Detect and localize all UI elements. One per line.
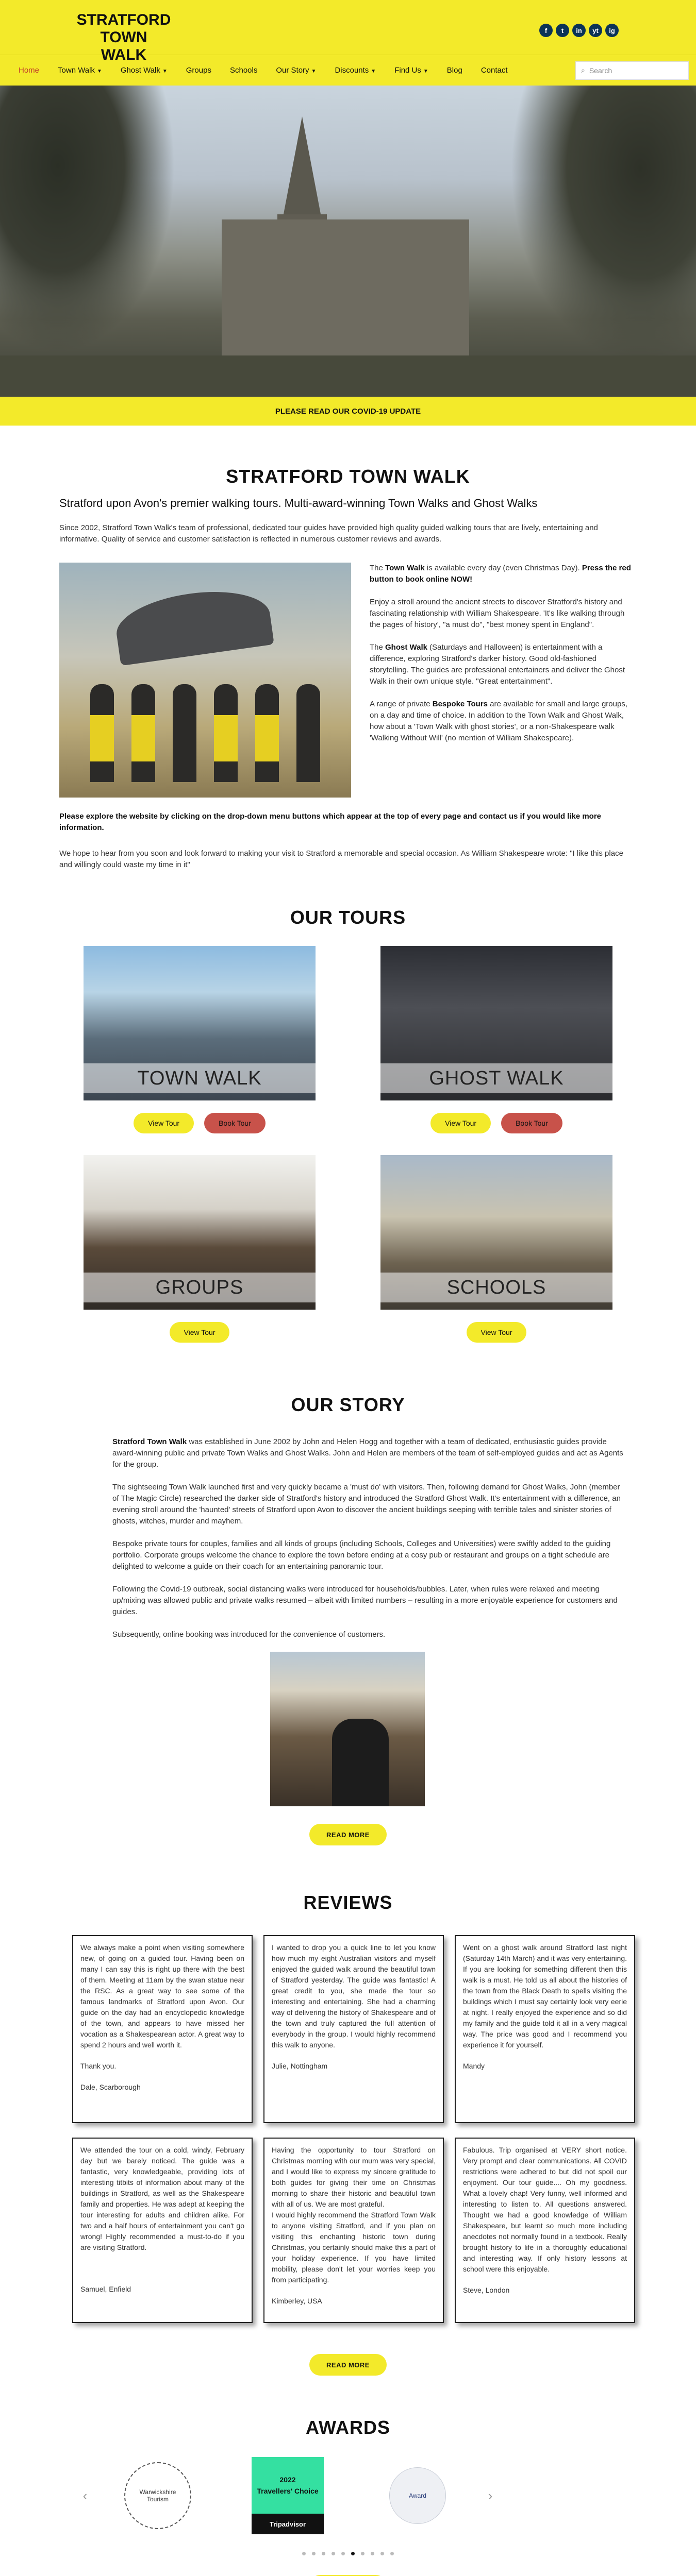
search-icon: ⌕ — [581, 66, 585, 74]
review-text: We attended the tour on a cold, windy, February day but we barely noticed. The guide was a fantastic, very knowledgeable, providing lots of interesting titbits of information about many of the buildings in Stratford, as well as the Shakespeare family and properties. He was adept at keeping the tour interesting for adults and children alike. For two and a half hours of entertainment you can't go wrong! Highly recommended a must-to-do if you are visiting Stratford. — [80, 2146, 244, 2251]
tour-card-label: GROUPS — [84, 1273, 316, 1302]
nav-find-us[interactable]: Find Us ▼ — [394, 66, 428, 75]
view-tour-button[interactable]: View Tour — [134, 1113, 194, 1133]
tour-schools — [380, 1155, 612, 1364]
review-thanks: Thank you. — [80, 2062, 117, 2070]
story-text — [112, 1436, 628, 1640]
ghost-walk-paragraph: The Ghost Walk (Saturdays and Halloween) is entertainment with a difference, exploring Stratford's darker history. Good old-fashioned storytelling. The guides are professional entertainers and deliver the Ghost Walk in their own unique style. "Great entertainment". — [370, 643, 625, 686]
linkedin-icon[interactable]: in — [572, 24, 586, 37]
carousel-dot[interactable] — [371, 2552, 374, 2555]
tour-grid — [84, 946, 696, 1364]
awards-title: AWARDS — [305, 2417, 390, 2438]
review-card — [72, 2138, 253, 2323]
tour-buttons — [380, 1113, 612, 1133]
review-card — [455, 1935, 635, 2123]
nav-home[interactable]: Home — [19, 66, 40, 75]
review-author: Dale, Scarborough — [80, 2083, 141, 2091]
chevron-down-icon: ▼ — [162, 69, 168, 74]
social-links — [539, 24, 619, 37]
story-read-more-button[interactable]: READ MORE — [309, 1824, 387, 1845]
tourism-award-badge: Warwickshire Tourism — [124, 2462, 191, 2529]
carousel-prev-icon[interactable]: ‹ — [82, 2487, 88, 2503]
tour-buttons — [380, 1322, 612, 1343]
carousel-next-icon[interactable]: › — [488, 2487, 493, 2503]
view-tour-button[interactable]: View Tour — [467, 1322, 527, 1343]
tour-card-image[interactable] — [84, 946, 316, 1100]
photo-guide — [332, 1719, 389, 1806]
award-item — [379, 2457, 456, 2534]
reviews-read-more-button[interactable]: READ MORE — [309, 2354, 387, 2376]
award-item — [249, 2457, 326, 2534]
review-grid — [72, 1935, 696, 2323]
story-paragraph: The sightseeing Town Walk launched first and very quickly became a 'must do' with visitors. Then, following demand for Ghost Walks, John (member of The Magic Circle) researched the darker side of Stratford's history and introduced the Stratford Ghost Walk. It's entertainment with a difference, an evening stroll around the 'haunted' streets of Stratford upon Avon to discover the ancient buildings seeping with terrible tales and sinister stories of ghosts, witches, murder and mayhem. — [112, 1483, 621, 1526]
review-text: We always make a point when visiting somewhere new, of going on a guided tour. Having been on many I can say this is right up there with the best of them. Meeting at 11am by the swan statue near the RSC. As a great way to see some of the famous landmarks of Stratford upon Avon. Our guide on the day had an encyclopedic knowledge of the town, and appears to have missed her vocation as a Shakespearean actor. A great way to spend 2 hours and well worth it. — [80, 1943, 244, 2049]
tour-town-walk — [84, 946, 316, 1155]
hero-image — [0, 86, 696, 397]
intro-title: STRATFORD TOWN WALK — [226, 466, 470, 487]
review-card — [263, 1935, 444, 2123]
story-paragraph: Subsequently, online booking was introduced for the convenience of customers. — [112, 1630, 386, 1639]
instagram-icon[interactable]: ig — [605, 24, 619, 37]
nav-town-walk[interactable]: Town Walk ▼ — [58, 66, 102, 75]
tour-card-label: TOWN WALK — [84, 1063, 316, 1093]
tour-buttons — [84, 1113, 316, 1133]
search-placeholder: Search — [589, 66, 612, 75]
story-paragraph: Bespoke private tours for couples, families and all kinds of groups (including Schools, Colleges and Universities) were swiftly added to the guiding portfolio. Corporate groups welcome the chance to explore the town before ending at a cosy pub or restaurant and groups on a tight schedule are delighted to welcome a guide on their coach for an entertaining panoramic tour. — [112, 1539, 611, 1571]
tour-card-image[interactable] — [380, 946, 612, 1100]
tours-title: OUR TOURS — [290, 907, 406, 928]
chevron-down-icon: ▼ — [311, 69, 317, 74]
intro-text — [370, 563, 637, 798]
story-photo — [270, 1652, 425, 1806]
nav-ghost-walk[interactable]: Ghost Walk ▼ — [120, 66, 168, 75]
intro-closing: We hope to hear from you soon and look forward to making your visit to Stratford a memorable and special occasion. As William Shakespeare wrote: "I like this place and willingly could waste my time in it" — [59, 849, 623, 869]
review-text: Went on a ghost walk around Stratford last night (Saturday 14th March) and it was very entertaining. If you are looking for something different then this walk is a must. He told us all about the histories of the town from the Black Death to spells visiting the buildings which I must say certainly look very eerie at night. I really enjoyed the experience and so did my family and the guide told it all in a very magical way. The price was good and I recommend you experience it for yourself. — [463, 1943, 627, 2049]
tour-card-image[interactable] — [84, 1155, 316, 1310]
view-tour-button[interactable]: View Tour — [170, 1322, 230, 1343]
chevron-down-icon: ▼ — [423, 69, 428, 74]
carousel-dot[interactable] — [380, 2552, 384, 2555]
carousel-dot[interactable] — [312, 2552, 316, 2555]
review-card — [72, 1935, 253, 2123]
brand-line-1: STRATFORD TOWN — [76, 11, 171, 46]
photo-person — [296, 684, 320, 782]
photo-coat — [214, 715, 238, 761]
carousel-dot[interactable] — [361, 2552, 364, 2555]
nav-blog[interactable]: Blog — [446, 66, 462, 75]
book-tour-button[interactable]: Book Tour — [501, 1113, 562, 1133]
review-author: Steve, London — [463, 2286, 510, 2294]
twitter-icon[interactable]: t — [556, 24, 569, 37]
tour-ghost-walk — [380, 946, 612, 1155]
review-author: Kimberley, USA — [272, 2297, 322, 2305]
hero-church-spire — [283, 116, 322, 219]
tour-card-image[interactable] — [380, 1155, 612, 1310]
photo-person — [173, 684, 196, 782]
photo-sculpture — [112, 583, 274, 666]
review-author: Samuel, Enfield — [80, 2285, 131, 2293]
facebook-icon[interactable]: f — [539, 24, 553, 37]
carousel-dot[interactable] — [351, 2552, 355, 2555]
nav-our-story[interactable]: Our Story ▼ — [276, 66, 317, 75]
carousel-dot[interactable] — [341, 2552, 345, 2555]
hero-ground — [0, 355, 696, 397]
view-tour-button[interactable]: View Tour — [430, 1113, 491, 1133]
intro-row — [59, 563, 637, 798]
review-card — [263, 2138, 444, 2323]
reviews-title: REVIEWS — [303, 1892, 393, 1913]
story-paragraph: Stratford Town Walk was established in June 2002 by John and Helen Hogg and together with a team of dedicated, enthusiastic guides provide award-winning public and private Town Walks and Ghost Walks. John and Helen are members of the team of self-employed guides and act as Agents for the group. — [112, 1437, 623, 1469]
award-badge: Award — [389, 2467, 446, 2524]
town-walk-paragraph: The Town Walk is available every day (even Christmas Day). Press the red button to book online NOW! — [370, 564, 631, 584]
nav-discounts[interactable]: Discounts ▼ — [335, 66, 376, 75]
intro-note: Please explore the website by clicking on the drop-down menu buttons which appear at the top of every page and contact us if you would like more information. — [59, 812, 602, 832]
youtube-icon[interactable]: yt — [589, 24, 602, 37]
tour-buttons — [84, 1322, 316, 1343]
review-text: Fabulous. Trip organised at VERY short notice. Very prompt and clear communications. All COVID restrictions were adhered to but did not spoil our enjoyment. Our tour guide.... Oh my goodness. What a lovely chap! Very funny, well informed and interesting to listen to. All questions answered. Thought we had a good knowledge of William Shakespeare, but learnt so much more including anecdotes not normally found in a textbook. Really brought history to life in a thoroughly educational and interesting way. If only history lessons at school were this enjoyable. — [463, 2146, 627, 2273]
hero-church — [222, 219, 469, 374]
carousel-dot[interactable] — [390, 2552, 394, 2555]
story-title: OUR STORY — [291, 1394, 405, 1415]
site-logo[interactable] — [67, 11, 180, 64]
chevron-down-icon: ▼ — [96, 69, 102, 74]
carousel-dot[interactable] — [302, 2552, 306, 2555]
tour-card-label: GHOST WALK — [380, 1063, 612, 1093]
chevron-down-icon: ▼ — [371, 69, 376, 74]
nav-schools[interactable]: Schools — [229, 66, 258, 75]
tripadvisor-label: Tripadvisor — [252, 2514, 324, 2534]
story-paragraph: Following the Covid-19 outbreak, social distancing walks were introduced for households/bubbles. Later, when rules were relaxed and meeting up/mixing was allowed public and private walks resumed – albeit with limited numbers – resulting in a more enjoyable experience for customers and guides. — [112, 1585, 618, 1616]
award-item — [119, 2457, 196, 2534]
review-author: Julie, Nottingham — [272, 2062, 328, 2070]
tour-card-label: SCHOOLS — [380, 1273, 612, 1302]
hero-tree-right — [510, 86, 696, 364]
tripadvisor-award: 2022 Travellers' Choice Tripadvisor — [252, 2457, 324, 2534]
carousel-dots — [0, 2552, 696, 2555]
search-input[interactable] — [575, 61, 689, 80]
photo-coat — [90, 715, 114, 761]
carousel-dot[interactable] — [322, 2552, 325, 2555]
photo-coat — [255, 715, 279, 761]
review-text: I wanted to drop you a quick line to let you know how much my eight Australian visitors and myself enjoyed the guided walk around the beautiful town of Stratford yesterday. The guide was fantastic! A great credit to you, she made the tour so interesting and entertaining. She had a charming way of delivering the history of Shakespeare and of the town and truly captured the full attention of everybody in the group. I would highly recommend this walk to anyone. — [272, 1943, 436, 2049]
story-read-more-wrap — [0, 1824, 696, 1845]
tour-groups — [84, 1155, 316, 1364]
intro-subtitle: Stratford upon Avon's premier walking tours. Multi-award-winning Town Walks and Ghost Walks — [59, 497, 538, 510]
header-top — [0, 0, 696, 63]
review-card — [455, 2138, 635, 2323]
nav-groups[interactable]: Groups — [186, 66, 211, 75]
covid-update-banner[interactable]: PLEASE READ OUR COVID-19 UPDATE — [0, 397, 696, 426]
book-tour-button[interactable]: Book Tour — [204, 1113, 266, 1133]
review-author: Mandy — [463, 2062, 485, 2070]
awards-carousel — [77, 2452, 619, 2539]
photo-coat — [131, 715, 155, 761]
brand-line-2: WALK — [101, 46, 147, 63]
nav-contact[interactable]: Contact — [480, 66, 508, 75]
carousel-dot[interactable] — [332, 2552, 335, 2555]
stroll-paragraph: Enjoy a stroll around the ancient streets to discover Stratford's history and fascinating relationship with William Shakespeare. 'It's like walking through the pages of history', "a must do", "best money spent in England". — [370, 598, 625, 629]
bespoke-paragraph: A range of private Bespoke Tours are available for small and large groups, on a day and time of choice. In addition to the Town Walk and Ghost Walk, how about a 'Town Walk with ghost stories', or a non-Shakespeare walk 'Walking Without Will' (no mention of William Shakespeare). — [370, 700, 627, 742]
review-text: Having the opportunity to tour Stratford on Christmas morning with our mum was very special, and I would like to express my sincere gratitude to both guides for giving their time on Christmas morning to share their historic and beautiful town with all of us. We are most grateful. I would highly recommend the Stratford Town Walk to anyone visiting Stratford, and if you plan on visiting this enchanting historic town during Christmas, you certainly should make this a part of your holiday experience. If you have limited mobility, please don't let your worries keep you from participating. — [272, 2146, 436, 2284]
guides-group-photo — [59, 563, 351, 798]
reviews-read-more-wrap — [0, 2354, 696, 2376]
hero-tree-left — [0, 86, 175, 353]
intro-paragraph: Since 2002, Stratford Town Walk's team of professional, dedicated tour guides have provided high quality guided walking tours that are lively, entertaining and informative. Quality of service and customer satisfaction is reflected in numerous customer reviews and awards. — [59, 523, 598, 544]
